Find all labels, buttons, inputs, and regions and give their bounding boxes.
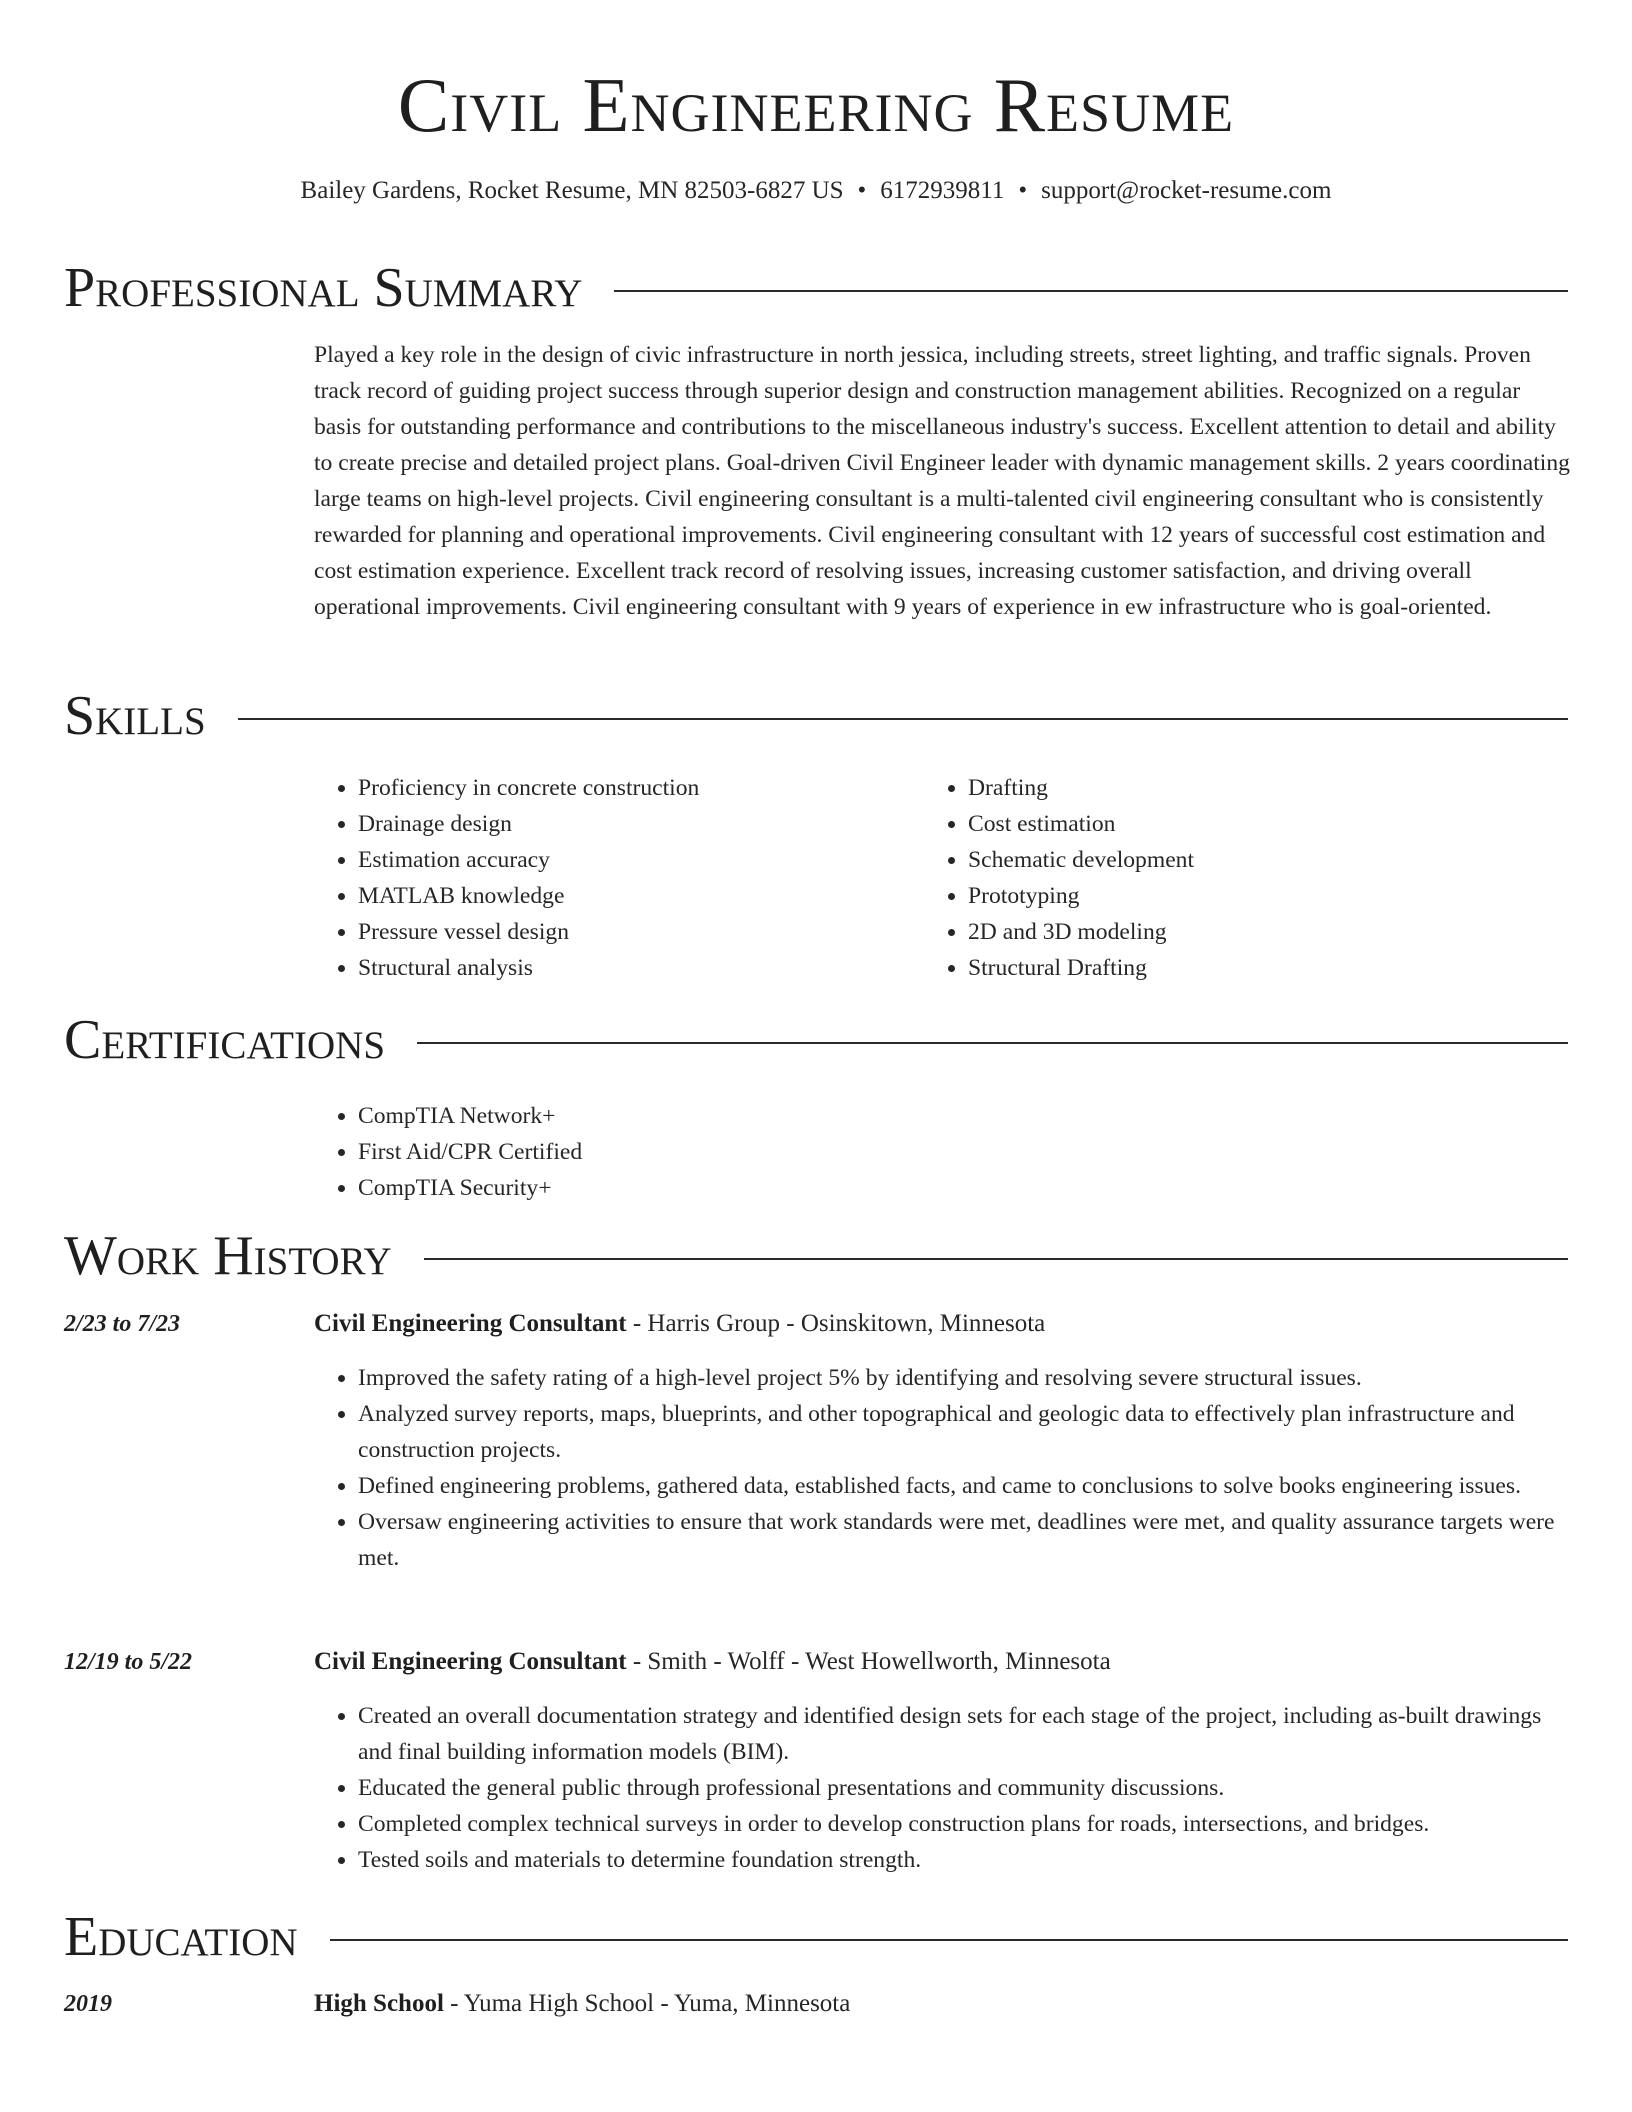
job-title: Civil Engineering Consultant (314, 1310, 627, 1337)
skill-item: • Schematic development (968, 842, 1524, 878)
work-bullets (314, 1698, 1574, 1878)
skills-list (924, 770, 1524, 986)
school-location: - Yuma High School - Yuma, Minnesota (443, 1990, 851, 2017)
work-entry (64, 1644, 1568, 1884)
skill-item: • Cost estimation (968, 806, 1524, 842)
section-header-certifications (64, 1008, 1568, 1072)
employer-location: - Smith - Wolff - West Howellworth, Minnesota (626, 1648, 1111, 1675)
certifications-list (314, 1098, 582, 1206)
skill-item: • Drafting (968, 770, 1524, 806)
education-heading (314, 1986, 850, 2022)
contact-line (0, 174, 1632, 208)
section-divider (238, 718, 1568, 720)
section-title-education: Education (64, 1906, 298, 1968)
certification-item: • CompTIA Security+ (358, 1170, 582, 1206)
responsibility-item: • Defined engineering problems, gathered data, established facts, and came to conclusions to solve books engineering issues. (358, 1468, 1574, 1504)
education-entry (64, 1986, 1568, 2026)
section-header-work-history (64, 1224, 1568, 1288)
section-header-skills (64, 684, 1568, 748)
responsibility-item: • Educated the general public through professional presentations and community discussions. (358, 1770, 1574, 1806)
degree: High School (314, 1990, 444, 2017)
section-divider (330, 1939, 1568, 1941)
certification-item: • First Aid/CPR Certified (358, 1134, 582, 1170)
skill-item: • Proficiency in concrete construction (358, 770, 914, 806)
certification-item: • CompTIA Network+ (358, 1098, 582, 1134)
skill-item: • Estimation accuracy (358, 842, 914, 878)
skill-item: • Prototyping (968, 878, 1524, 914)
summary-text: Played a key role in the design of civic infrastructure in north jessica, including streets, street lighting, and traffic signals. Proven track record of guiding project success through superior design and construction management abilities. Recognized on a regular basis for outstanding performance and contributions to the miscellaneous industry's success. Excellent attention to detail and ability to create precise and detailed project plans. Goal-driven Civil Engineer leader with dynamic management skills. 2 years coordinating large teams on high-level projects. Civil engineering consultant is a multi-talented civil engineering consultant who is consistently rewarded for planning and operational improvements. Civil engineering consultant with 12 years of successful cost estimation and cost estimation experience. Excellent track record of resolving issues, increasing customer satisfaction, and driving overall operational improvements. Civil engineering consultant with 9 years of experience in ew infrastructure who is goal-oriented. (314, 342, 1570, 620)
contact-email: support@rocket-resume.com (1041, 177, 1332, 204)
responsibility-item: • Analyzed survey reports, maps, blueprints, and other topographical and geologic data to effectively plan infrastructure and construction projects. (358, 1396, 1574, 1468)
skill-item: • Pressure vessel design (358, 914, 914, 950)
work-heading (314, 1644, 1111, 1680)
employer-location: - Harris Group - Osinskitown, Minnesota (626, 1310, 1046, 1337)
work-heading (314, 1306, 1045, 1342)
responsibility-item: • Created an overall documentation strategy and identified design sets for each stage of the project, including as-built drawings and final building information models (BIM). (358, 1698, 1574, 1770)
work-dates: 12/19 to 5/22 (64, 1649, 193, 1675)
contact-separator: • (857, 177, 867, 204)
section-divider (417, 1042, 1568, 1044)
skill-item: • Structural Drafting (968, 950, 1524, 986)
responsibility-list (314, 1698, 1574, 1878)
skill-item: • Structural analysis (358, 950, 914, 986)
section-title-summary: Professional Summary (64, 257, 583, 319)
skills-column-left (314, 770, 914, 986)
contact-address: Bailey Gardens, Rocket Resume, MN 82503-6827 US (300, 177, 844, 204)
skills-list (314, 770, 914, 986)
skill-item: • Drainage design (358, 806, 914, 842)
education-year: 2019 (64, 1991, 112, 2017)
section-header-education (64, 1905, 1568, 1969)
skill-item: • MATLAB knowledge (358, 878, 914, 914)
work-bullets (314, 1360, 1574, 1576)
responsibility-item: • Improved the safety rating of a high-level project 5% by identifying and resolving severe structural issues. (358, 1360, 1574, 1396)
skills-column-right (924, 770, 1524, 986)
responsibility-list (314, 1360, 1574, 1576)
skill-item: • 2D and 3D modeling (968, 914, 1524, 950)
section-divider (614, 290, 1568, 292)
section-header-summary (64, 256, 1568, 320)
contact-phone: 6172939811 (880, 177, 1005, 204)
responsibility-item: • Completed complex technical surveys in order to develop construction plans for roads, intersections, and bridges. (358, 1806, 1574, 1842)
responsibility-item: • Oversaw engineering activities to ensure that work standards were met, deadlines were met, and quality assurance targets were met. (358, 1504, 1574, 1576)
section-title-work-history: Work History (64, 1225, 392, 1287)
work-entry (64, 1306, 1568, 1616)
section-divider (424, 1258, 1568, 1260)
resume-title: Civil Engineering Resume (397, 62, 1235, 148)
work-dates: 2/23 to 7/23 (64, 1311, 181, 1337)
section-title-skills: Skills (64, 685, 206, 747)
job-title: Civil Engineering Consultant (314, 1648, 627, 1675)
responsibility-item: • Tested soils and materials to determine foundation strength. (358, 1842, 1574, 1878)
contact-separator: • (1018, 177, 1028, 204)
certifications-block (314, 1098, 582, 1206)
section-title-certifications: Certifications (64, 1009, 386, 1071)
